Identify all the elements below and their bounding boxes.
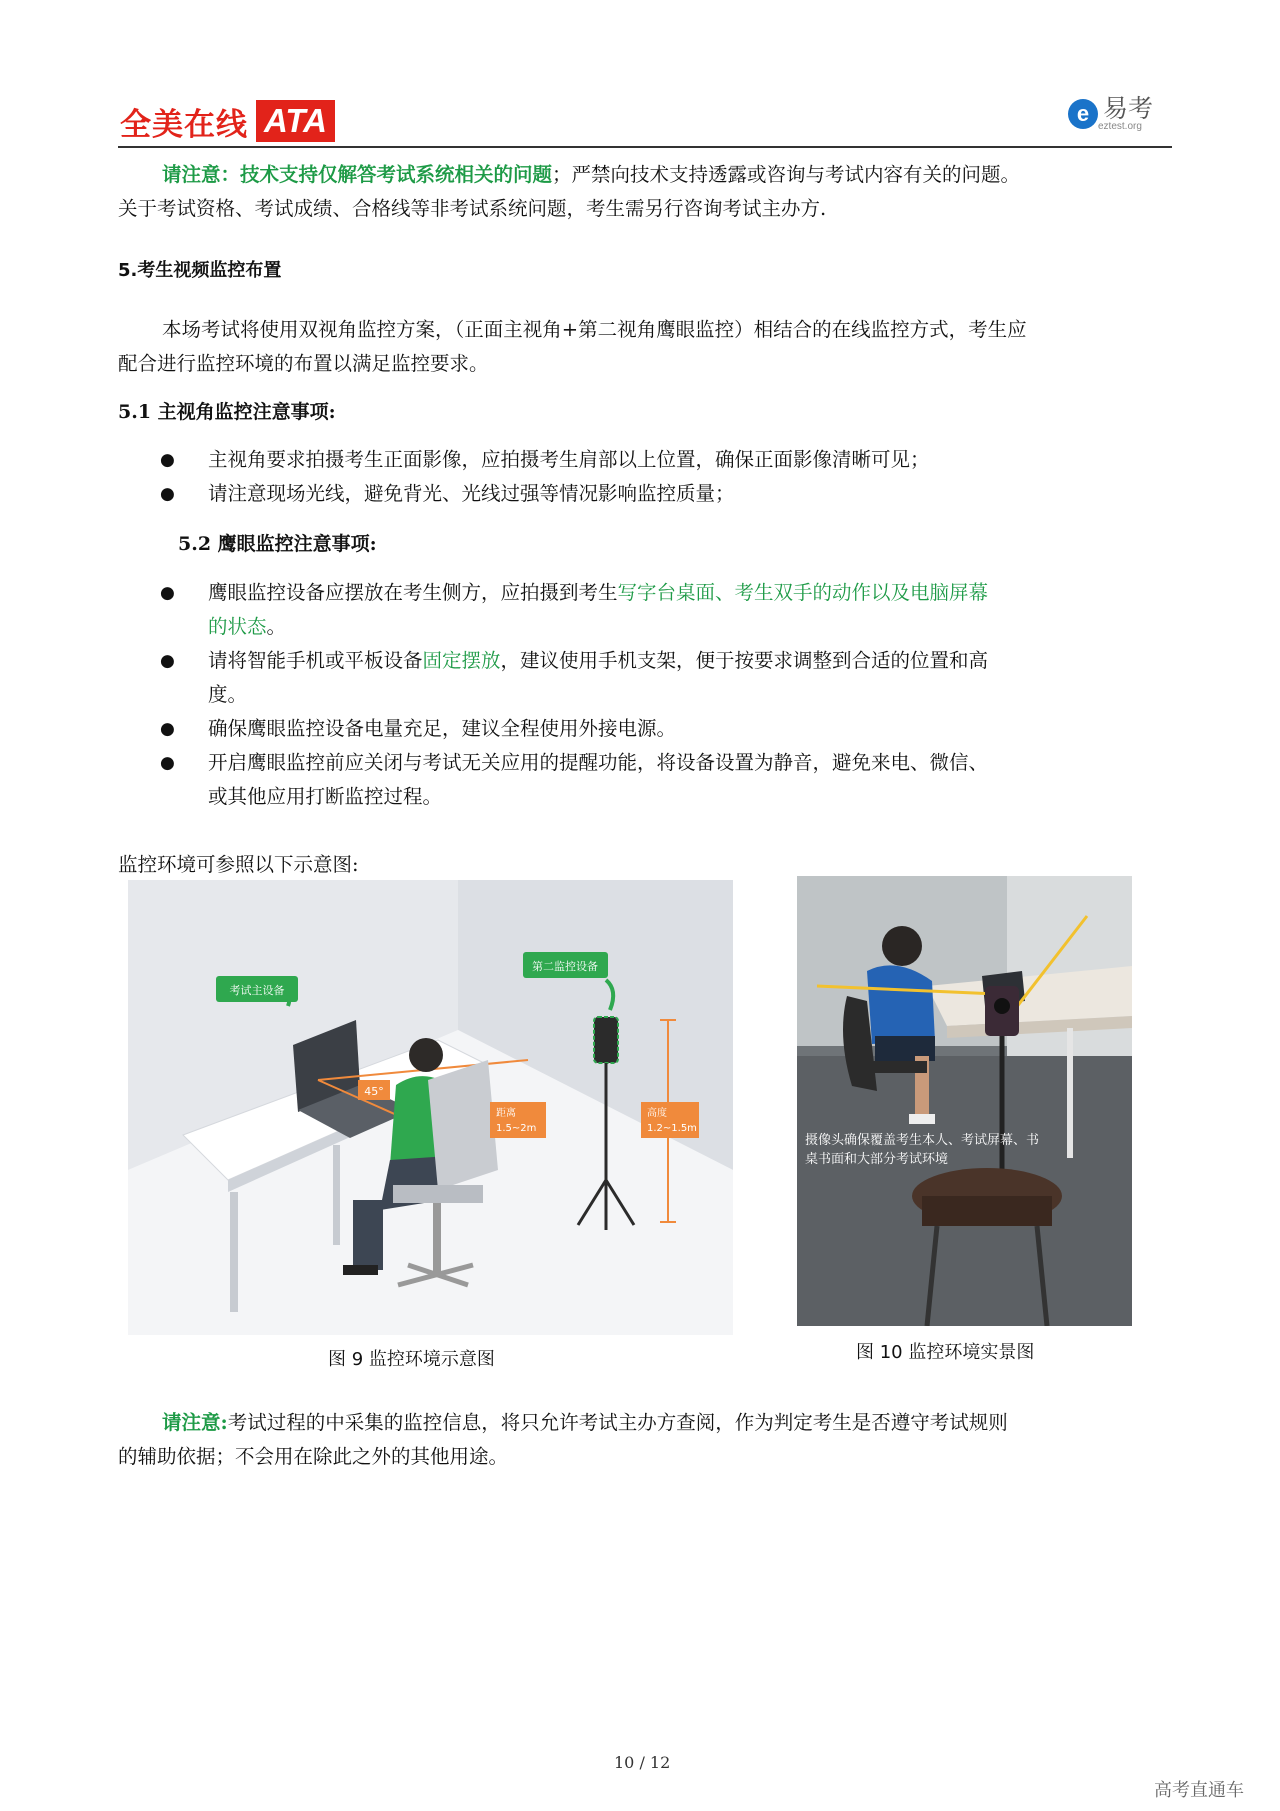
fig9-height-value: 1.2~1.5m — [647, 1123, 697, 1134]
item1-end: 。 — [266, 615, 287, 638]
notice2-line1 — [162, 1406, 1008, 1440]
item1-text: 鹰眼监控设备应摆放在考生侧方，应拍摄到考生 — [208, 581, 618, 604]
notice1-highlight: 技术支持仅解答考试系统相关的问题 — [240, 163, 553, 186]
eztest-e-icon: e — [1068, 99, 1098, 129]
section51-item-2: 请注意现场光线，避免背光、光线过强等情况影响监控质量； — [208, 482, 735, 505]
notice2-label: 请注意: — [162, 1411, 228, 1434]
fig10-overlay-line2: 桌书面和大部分考试环境 — [805, 1152, 949, 1167]
figures-intro: 监控环境可参照以下示意图: — [118, 853, 359, 876]
fig10-overlay-line1: 摄像头确保覆盖考生本人、考试屏幕、书 — [805, 1133, 1040, 1148]
bullet-icon: ● — [160, 753, 175, 773]
section52-item-4 — [208, 746, 1128, 814]
item2-highlight: 固定摆放 — [422, 649, 501, 672]
fig9-illustration — [128, 880, 733, 1335]
item4-line1: 开启鹰眼监控前应关闭与考试无关应用的提醒功能，将设备设置为静音，避免来电、微信、 — [208, 751, 989, 774]
eztest-logo-name: 易考 — [1103, 94, 1154, 123]
item2-rest: ，建议使用手机支架，便于按要求调整到合适的位置和高 — [500, 649, 989, 672]
eztest-logo-url: eztest.org — [1098, 121, 1142, 132]
bullet-icon: ● — [160, 651, 175, 671]
ata-logo — [120, 100, 335, 142]
notice1-line2: 关于考试资格、考试成绩、合格线等非考试系统问题，考生需另行咨询考试主办方. — [118, 197, 827, 220]
watermark-text: 高考直通车 — [1154, 1780, 1244, 1801]
fig9-caption: 图 9 监控环境示意图 — [328, 1349, 495, 1370]
section51-item-1: 主视角要求拍摄考生正面影像，应拍摄考生肩部以上位置，确保正面影像清晰可见； — [208, 448, 930, 471]
page-number: 10 / 12 — [614, 1753, 671, 1772]
item2-text: 请将智能手机或平板设备 — [208, 649, 423, 672]
section51-title: 5.1 主视角监控注意事项: — [118, 401, 336, 423]
fig9-height-title: 高度 — [647, 1108, 667, 1119]
item1-highlight: 写字台桌面、考生双手的动作以及电脑屏幕 — [617, 581, 989, 604]
fig9-distance-title: 距离 — [496, 1108, 516, 1119]
fig9-distance-value: 1.5~2m — [496, 1123, 537, 1134]
section5-title: 5.考生视频监控布置 — [118, 260, 282, 281]
eztest-logo — [1068, 96, 1153, 132]
fig9-main-device-label: 考试主设备 — [229, 984, 285, 997]
section52-item-1 — [208, 576, 1128, 644]
notice1-line1 — [162, 158, 1020, 192]
item1-highlight-cont: 的状态 — [208, 615, 267, 638]
bullet-icon: ● — [160, 484, 175, 504]
item4-line2: 或其他应用打断监控过程。 — [208, 785, 443, 808]
item2-line2: 度。 — [208, 683, 248, 706]
fig10-caption: 图 10 监控环境实景图 — [856, 1342, 1035, 1363]
bullet-icon: ● — [160, 719, 175, 739]
section52-title: 5.2 鹰眼监控注意事项: — [178, 533, 377, 555]
header-divider — [118, 146, 1172, 148]
notice2-rest: 考试过程的中采集的监控信息，将只允许考试主办方查阅，作为判定考生是否遵守考试规则 — [227, 1411, 1008, 1434]
bullet-icon: ● — [160, 583, 175, 603]
notice2-line2: 的辅助依据；不会用在除此之外的其他用途。 — [118, 1445, 509, 1468]
section52-item-3: 确保鹰眼监控设备电量充足，建议全程使用外接电源。 — [208, 717, 677, 740]
fig10-photo — [797, 876, 1132, 1326]
bullet-icon: ● — [160, 450, 175, 470]
fig9-second-device-label: 第二监控设备 — [532, 960, 598, 973]
section5-intro-line2: 配合进行监控环境的布置以满足监控要求。 — [118, 352, 489, 375]
logo-ata-text: ATA — [256, 100, 335, 142]
section52-item-2 — [208, 644, 1128, 712]
notice1-label: 请注意： — [162, 163, 241, 186]
fig9-angle-label: 45° — [364, 1085, 384, 1098]
section5-intro-line1: 本场考试将使用双视角监控方案，（正面主视角+第二视角鹰眼监控）相结合的在线监控方式，考生应 — [162, 318, 1027, 341]
notice1-rest: ；严禁向技术支持透露或咨询与考试内容有关的问题。 — [552, 163, 1021, 186]
logo-chinese-text: 全美在线 — [120, 106, 248, 143]
